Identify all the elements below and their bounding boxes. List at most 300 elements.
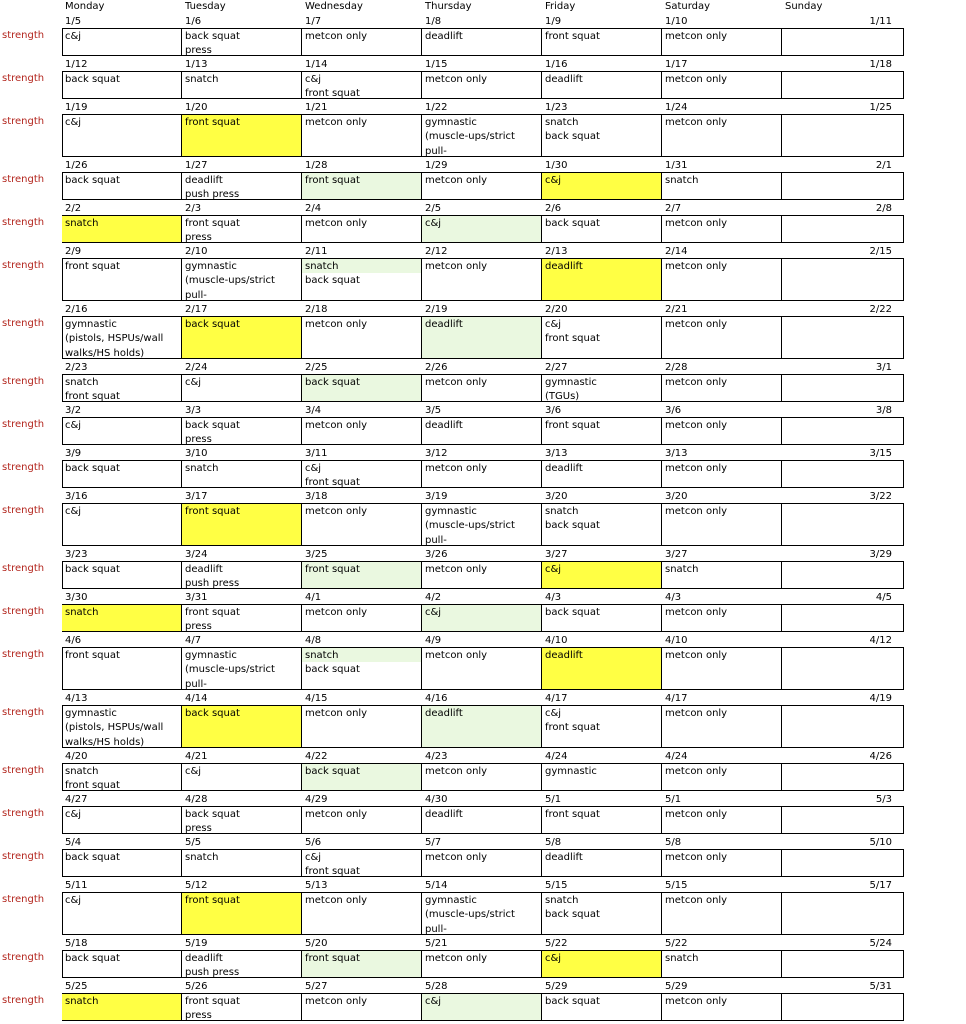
workout-cell-monday[interactable]	[62, 173, 182, 199]
date-label: 2/17	[185, 304, 208, 315]
workout-cell-monday[interactable]	[62, 648, 182, 689]
workout-cell-wednesday[interactable]	[302, 72, 422, 98]
date-label: 4/2	[425, 592, 442, 603]
workout-cell-wednesday[interactable]	[302, 418, 422, 444]
workout-cell-saturday[interactable]	[662, 504, 782, 545]
workout-cell-wednesday[interactable]	[302, 562, 422, 588]
workout-text: c&j	[65, 117, 82, 128]
workout-cell-friday[interactable]	[542, 562, 662, 588]
workout-text	[782, 115, 900, 116]
date-label: 1/6	[185, 16, 202, 27]
workout-cell-tuesday[interactable]	[182, 764, 302, 790]
date-label: 2/28	[665, 362, 688, 373]
workout-cell-monday[interactable]	[62, 764, 182, 790]
date-label: 3/13	[665, 448, 688, 459]
workout-text: gymnastic (pistols, HSPUs/wall walks/HS holds)	[65, 319, 164, 358]
date-label: 1/26	[65, 160, 88, 171]
workout-cell-thursday[interactable]	[422, 807, 542, 833]
workout-cell-friday[interactable]	[542, 216, 662, 242]
workout-text: metcon only	[665, 420, 728, 431]
workout-cell-thursday[interactable]	[422, 706, 542, 747]
date-label: 1/18	[869, 59, 892, 70]
workout-cell-wednesday[interactable]	[302, 764, 422, 790]
workout-text: metcon only	[665, 852, 728, 863]
workout-text: metcon only	[425, 463, 488, 474]
workout-cell-monday[interactable]	[62, 418, 182, 444]
date-label: 3/3	[185, 405, 202, 416]
workout-text: deadlift	[545, 650, 583, 661]
workout-cell-saturday[interactable]	[662, 807, 782, 833]
date-label: 2/9	[65, 246, 82, 257]
date-label: 1/29	[425, 160, 448, 171]
workout-text: back squat	[305, 766, 360, 777]
workout-cell-sunday[interactable]	[782, 807, 900, 833]
workout-cell-friday[interactable]	[542, 72, 662, 98]
workout-text: metcon only	[665, 708, 728, 719]
workout-cell-tuesday[interactable]	[182, 115, 302, 156]
workout-cell-tuesday[interactable]	[182, 461, 302, 487]
workout-cell-friday[interactable]	[542, 259, 662, 300]
workout-text: snatch front squat	[65, 766, 120, 790]
workout-text	[782, 893, 900, 894]
workout-text: front squat	[305, 175, 360, 186]
workout-cell-monday[interactable]	[62, 504, 182, 545]
date-label: 5/12	[185, 880, 208, 891]
workout-cell-wednesday[interactable]	[302, 375, 422, 401]
date-label: 2/2	[65, 203, 82, 214]
date-label: 1/11	[869, 16, 892, 27]
workout-cell-sunday[interactable]	[782, 461, 900, 487]
date-label: 3/4	[305, 405, 322, 416]
workout-cell-sunday[interactable]	[782, 764, 900, 790]
workout-cell-sunday[interactable]	[782, 994, 900, 1020]
workout-cell-thursday[interactable]	[422, 418, 542, 444]
workout-cell-friday[interactable]	[542, 764, 662, 790]
workout-cell-tuesday[interactable]	[182, 173, 302, 199]
date-label: 2/4	[305, 203, 322, 214]
date-label: 5/27	[305, 981, 328, 992]
week-row	[62, 215, 904, 243]
date-label: 3/19	[425, 491, 448, 502]
date-label: 3/16	[65, 491, 88, 502]
workout-text: metcon only	[425, 650, 488, 661]
date-label: 2/18	[305, 304, 328, 315]
workout-cell-friday[interactable]	[542, 850, 662, 876]
workout-cell-friday[interactable]	[542, 461, 662, 487]
workout-cell-tuesday[interactable]	[182, 259, 302, 300]
workout-text	[782, 375, 900, 376]
workout-cell-saturday[interactable]	[662, 850, 782, 876]
workout-cell-thursday[interactable]	[422, 115, 542, 156]
workout-text: back squat	[545, 607, 600, 618]
workout-text: c&j front squat	[305, 463, 360, 487]
workout-cell-sunday[interactable]	[782, 850, 900, 876]
date-label: 3/13	[545, 448, 568, 459]
workout-cell-tuesday[interactable]	[182, 504, 302, 545]
date-label: 4/8	[305, 635, 322, 646]
workout-text	[782, 562, 900, 563]
workout-text: front squat	[305, 953, 360, 964]
date-label: 5/13	[305, 880, 328, 891]
workout-cell-wednesday[interactable]	[302, 461, 422, 487]
workout-cell-sunday[interactable]	[782, 893, 900, 934]
workout-cell-monday[interactable]	[62, 72, 182, 98]
workout-cell-sunday[interactable]	[782, 418, 900, 444]
workout-cell-sunday[interactable]	[782, 259, 900, 300]
date-label: 4/3	[665, 592, 682, 603]
workout-cell-friday[interactable]	[542, 706, 662, 747]
workout-cell-tuesday[interactable]	[182, 317, 302, 358]
workout-cell-thursday[interactable]	[422, 375, 542, 401]
strength-label: strength	[2, 563, 45, 574]
workout-cell-wednesday[interactable]	[302, 216, 422, 242]
workout-cell-monday[interactable]	[62, 605, 182, 631]
workout-cell-monday[interactable]	[62, 317, 182, 358]
workout-cell-wednesday[interactable]	[302, 807, 422, 833]
workout-cell-friday[interactable]	[542, 605, 662, 631]
date-label: 1/20	[185, 102, 208, 113]
workout-text: gymnastic (muscle-ups/strict pull-	[185, 261, 275, 300]
workout-cell-wednesday[interactable]	[302, 259, 422, 300]
workout-cell-monday[interactable]	[62, 29, 182, 55]
workout-text: c&j	[425, 607, 442, 618]
workout-cell-saturday[interactable]	[662, 764, 782, 790]
workout-cell-wednesday[interactable]	[302, 994, 422, 1020]
workout-text: metcon only	[665, 117, 728, 128]
workout-text: c&j	[545, 953, 562, 964]
workout-cell-thursday[interactable]	[422, 504, 542, 545]
date-label: 1/17	[665, 59, 688, 70]
workout-cell-wednesday[interactable]	[302, 850, 422, 876]
date-label: 4/1	[305, 592, 322, 603]
workout-text: front squat	[545, 31, 600, 42]
workout-cell-sunday[interactable]	[782, 605, 900, 631]
workout-text: gymnastic (TGUs)	[545, 377, 597, 401]
workout-cell-saturday[interactable]	[662, 173, 782, 199]
workout-cell-monday[interactable]	[62, 850, 182, 876]
workout-text: back squat	[185, 708, 240, 719]
workout-text: metcon only	[305, 708, 368, 719]
workout-text	[782, 173, 900, 174]
workout-cell-friday[interactable]	[542, 807, 662, 833]
workout-text: gymnastic (muscle-ups/strict pull-	[185, 650, 275, 689]
date-label: 5/6	[305, 837, 322, 848]
workout-cell-saturday[interactable]	[662, 893, 782, 934]
workout-cell-saturday[interactable]	[662, 259, 782, 300]
workout-cell-sunday[interactable]	[782, 648, 900, 689]
date-label: 5/1	[545, 794, 562, 805]
workout-cell-thursday[interactable]	[422, 850, 542, 876]
workout-cell-friday[interactable]	[542, 504, 662, 545]
workout-text: gymnastic (pistols, HSPUs/wall walks/HS holds)	[65, 708, 164, 747]
date-label: 5/14	[425, 880, 448, 891]
date-label: 4/26	[869, 751, 892, 762]
workout-text: snatch	[65, 996, 99, 1007]
workout-cell-monday[interactable]	[62, 994, 182, 1020]
workout-text: metcon only	[665, 377, 728, 388]
workout-text	[782, 807, 900, 808]
workout-text: back squat	[545, 996, 600, 1007]
workout-cell-sunday[interactable]	[782, 29, 900, 55]
workout-cell-thursday[interactable]	[422, 893, 542, 934]
workout-cell-thursday[interactable]	[422, 317, 542, 358]
workout-cell-tuesday[interactable]	[182, 29, 302, 55]
date-label: 4/7	[185, 635, 202, 646]
date-label: 1/13	[185, 59, 208, 70]
workout-cell-wednesday[interactable]	[302, 115, 422, 156]
workout-text: metcon only	[305, 319, 368, 330]
workout-cell-tuesday[interactable]	[182, 216, 302, 242]
workout-cell-monday[interactable]	[62, 216, 182, 242]
workout-cell-tuesday[interactable]	[182, 418, 302, 444]
workout-cell-monday[interactable]	[62, 893, 182, 934]
workout-text: metcon only	[665, 996, 728, 1007]
workout-text: metcon only	[665, 463, 728, 474]
week-row	[62, 849, 904, 877]
date-label: 5/29	[545, 981, 568, 992]
workout-cell-thursday[interactable]	[422, 994, 542, 1020]
workout-cell-tuesday[interactable]	[182, 994, 302, 1020]
date-label: 2/12	[425, 246, 448, 257]
workout-cell-friday[interactable]	[542, 893, 662, 934]
workout-cell-monday[interactable]	[62, 375, 182, 401]
date-label: 3/20	[545, 491, 568, 502]
workout-cell-saturday[interactable]	[662, 418, 782, 444]
date-label: 2/19	[425, 304, 448, 315]
week-row	[62, 172, 904, 200]
workout-cell-saturday[interactable]	[662, 375, 782, 401]
workout-cell-wednesday[interactable]	[302, 317, 422, 358]
workout-cell-tuesday[interactable]	[182, 893, 302, 934]
workout-cell-friday[interactable]	[542, 375, 662, 401]
workout-text: front squat press	[185, 218, 240, 242]
date-label: 2/8	[875, 203, 892, 214]
date-label: 4/23	[425, 751, 448, 762]
workout-text: metcon only	[665, 809, 728, 820]
date-label: 2/22	[869, 304, 892, 315]
workout-text: front squat	[65, 650, 120, 661]
workout-text: snatch back squat	[545, 117, 600, 143]
date-label: 4/13	[65, 693, 88, 704]
date-label: 5/15	[545, 880, 568, 891]
workout-cell-saturday[interactable]	[662, 648, 782, 689]
workout-text	[782, 605, 900, 606]
date-label: 1/14	[305, 59, 328, 70]
date-label: 4/5	[875, 592, 892, 603]
workout-cell-thursday[interactable]	[422, 951, 542, 977]
workout-cell-wednesday[interactable]	[302, 173, 422, 199]
workout-cell-sunday[interactable]	[782, 562, 900, 588]
workout-cell-wednesday[interactable]	[302, 504, 422, 545]
workout-cell-friday[interactable]	[542, 951, 662, 977]
workout-cell-tuesday[interactable]	[182, 951, 302, 977]
workout-cell-saturday[interactable]	[662, 216, 782, 242]
workout-cell-thursday[interactable]	[422, 29, 542, 55]
date-label: 2/16	[65, 304, 88, 315]
workout-text: back squat	[185, 319, 240, 330]
date-label: 2/1	[875, 160, 892, 171]
workout-cell-monday[interactable]	[62, 461, 182, 487]
workout-cell-friday[interactable]	[542, 173, 662, 199]
date-label: 2/14	[665, 246, 688, 257]
workout-text: metcon only	[305, 218, 368, 229]
workout-cell-thursday[interactable]	[422, 461, 542, 487]
workout-cell-friday[interactable]	[542, 115, 662, 156]
workout-text: deadlift	[425, 31, 463, 42]
workout-text: metcon only	[425, 175, 488, 186]
workout-text: metcon only	[305, 895, 368, 906]
workout-cell-tuesday[interactable]	[182, 807, 302, 833]
workout-cell-saturday[interactable]	[662, 72, 782, 98]
workout-cell-sunday[interactable]	[782, 216, 900, 242]
date-label: 3/31	[185, 592, 208, 603]
week-row	[62, 647, 904, 690]
workout-cell-friday[interactable]	[542, 994, 662, 1020]
workout-text: metcon only	[305, 506, 368, 517]
workout-cell-friday[interactable]	[542, 29, 662, 55]
workout-cell-saturday[interactable]	[662, 605, 782, 631]
workout-cell-thursday[interactable]	[422, 764, 542, 790]
workout-cell-monday[interactable]	[62, 259, 182, 300]
workout-cell-wednesday[interactable]	[302, 951, 422, 977]
workout-cell-thursday[interactable]	[422, 605, 542, 631]
week-row	[62, 417, 904, 445]
workout-cell-friday[interactable]	[542, 418, 662, 444]
date-label: 3/5	[425, 405, 442, 416]
workout-cell-saturday[interactable]	[662, 461, 782, 487]
workout-cell-thursday[interactable]	[422, 259, 542, 300]
workout-cell-sunday[interactable]	[782, 317, 900, 358]
date-label: 3/15	[869, 448, 892, 459]
date-label: 2/25	[305, 362, 328, 373]
date-label: 4/17	[665, 693, 688, 704]
workout-cell-monday[interactable]	[62, 706, 182, 747]
workout-cell-sunday[interactable]	[782, 115, 900, 156]
workout-text	[782, 706, 900, 707]
date-label: 5/25	[65, 981, 88, 992]
workout-text: front squat	[185, 117, 240, 128]
workout-text: metcon only	[425, 74, 488, 85]
date-label: 3/29	[869, 549, 892, 560]
workout-cell-wednesday[interactable]	[302, 893, 422, 934]
date-label: 4/16	[425, 693, 448, 704]
workout-text: metcon only	[305, 607, 368, 618]
date-label: 3/23	[65, 549, 88, 560]
workout-text: gymnastic (muscle-ups/strict pull-	[425, 117, 515, 156]
workout-cell-wednesday[interactable]	[302, 29, 422, 55]
workout-cell-wednesday[interactable]	[302, 706, 422, 747]
date-label: 4/28	[185, 794, 208, 805]
workout-cell-wednesday[interactable]	[302, 648, 422, 689]
workout-text: gymnastic (muscle-ups/strict pull-	[425, 506, 515, 545]
workout-cell-monday[interactable]	[62, 951, 182, 977]
week-row	[62, 806, 904, 834]
workout-cell-sunday[interactable]	[782, 951, 900, 977]
week-row	[62, 460, 904, 488]
workout-text	[782, 994, 900, 995]
week-row	[62, 258, 904, 301]
workout-text: snatch front squat	[65, 377, 120, 401]
day-header-saturday: Saturday	[665, 1, 711, 12]
date-label: 2/13	[545, 246, 568, 257]
workout-cell-saturday[interactable]	[662, 562, 782, 588]
workout-cell-wednesday[interactable]	[302, 605, 422, 631]
date-label: 1/5	[65, 16, 82, 27]
date-label: 5/1	[665, 794, 682, 805]
workout-text: metcon only	[305, 31, 368, 42]
date-label: 5/18	[65, 938, 88, 949]
workout-cell-tuesday[interactable]	[182, 72, 302, 98]
workout-cell-saturday[interactable]	[662, 706, 782, 747]
workout-cell-friday[interactable]	[542, 317, 662, 358]
week-row	[62, 374, 904, 402]
workout-text	[782, 317, 900, 318]
workout-text: snatch back squat	[305, 650, 360, 676]
workout-cell-tuesday[interactable]	[182, 706, 302, 747]
workout-cell-tuesday[interactable]	[182, 562, 302, 588]
workout-text: front squat	[545, 809, 600, 820]
workout-cell-sunday[interactable]	[782, 375, 900, 401]
workout-cell-tuesday[interactable]	[182, 648, 302, 689]
workout-cell-saturday[interactable]	[662, 115, 782, 156]
workout-cell-thursday[interactable]	[422, 173, 542, 199]
week-row	[62, 71, 904, 99]
workout-text: c&j	[65, 809, 82, 820]
strength-label: strength	[2, 707, 45, 718]
workout-cell-saturday[interactable]	[662, 29, 782, 55]
date-label: 5/31	[869, 981, 892, 992]
workout-cell-monday[interactable]	[62, 562, 182, 588]
workout-cell-saturday[interactable]	[662, 994, 782, 1020]
workout-cell-thursday[interactable]	[422, 216, 542, 242]
date-label: 1/12	[65, 59, 88, 70]
workout-cell-tuesday[interactable]	[182, 605, 302, 631]
workout-cell-sunday[interactable]	[782, 173, 900, 199]
date-label: 3/6	[665, 405, 682, 416]
workout-cell-sunday[interactable]	[782, 504, 900, 545]
date-label: 1/27	[185, 160, 208, 171]
date-label: 4/12	[869, 635, 892, 646]
workout-cell-saturday[interactable]	[662, 951, 782, 977]
date-label: 1/28	[305, 160, 328, 171]
date-label: 2/21	[665, 304, 688, 315]
workout-text: snatch	[185, 74, 219, 85]
workout-cell-sunday[interactable]	[782, 706, 900, 747]
workout-cell-thursday[interactable]	[422, 562, 542, 588]
date-label: 2/6	[545, 203, 562, 214]
week-row	[62, 892, 904, 935]
date-label: 1/15	[425, 59, 448, 70]
workout-cell-tuesday[interactable]	[182, 375, 302, 401]
workout-cell-sunday[interactable]	[782, 72, 900, 98]
workout-cell-thursday[interactable]	[422, 72, 542, 98]
week-row	[62, 950, 904, 978]
workout-cell-saturday[interactable]	[662, 317, 782, 358]
workout-text: front squat	[545, 420, 600, 431]
workout-text: metcon only	[425, 564, 488, 575]
date-label: 2/5	[425, 203, 442, 214]
workout-cell-monday[interactable]	[62, 807, 182, 833]
workout-text	[782, 461, 900, 462]
workout-cell-friday[interactable]	[542, 648, 662, 689]
date-label: 1/7	[305, 16, 322, 27]
workout-cell-monday[interactable]	[62, 115, 182, 156]
workout-text: front squat	[305, 564, 360, 575]
workout-cell-tuesday[interactable]	[182, 850, 302, 876]
workout-text: metcon only	[425, 953, 488, 964]
workout-text: c&j	[425, 996, 442, 1007]
workout-cell-thursday[interactable]	[422, 648, 542, 689]
